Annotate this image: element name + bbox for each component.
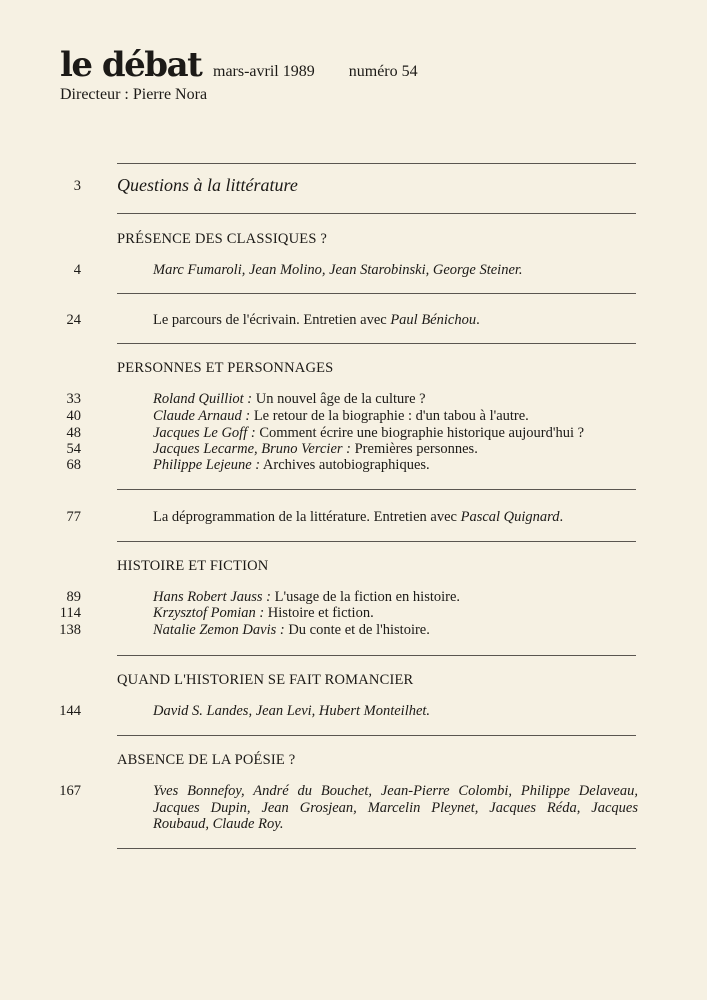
divider	[117, 735, 636, 736]
entry-authors: Marc Fumaroli, Jean Molino, Jean Starobinski, George Steiner.	[153, 262, 523, 278]
section-heading: HISTOIRE ET FICTION	[117, 558, 269, 574]
page-number: 4	[73, 262, 81, 278]
toc-entry	[153, 605, 638, 622]
page-number: 33	[66, 391, 81, 407]
toc-entry	[153, 391, 638, 408]
page-number: 114	[59, 605, 81, 621]
toc-entry	[153, 783, 638, 833]
divider	[117, 213, 636, 214]
page-number: 144	[59, 703, 81, 719]
entry-authors: Roland Quilliot :	[153, 391, 253, 407]
director-line: Directeur : Pierre Nora	[60, 86, 208, 103]
entry-text: Comment écrire une biographie historique aujourd'hui ?	[255, 425, 585, 441]
page-number: 48	[66, 425, 81, 441]
toc-entry	[153, 622, 638, 639]
page-number: 40	[66, 408, 81, 424]
entry-punct: .	[476, 312, 480, 328]
entry-text: L'usage de la fiction en histoire.	[271, 589, 461, 605]
divider	[117, 655, 636, 656]
entry-authors: Natalie Zemon Davis :	[153, 622, 285, 638]
divider	[117, 343, 636, 344]
divider	[117, 541, 636, 542]
page-number: 138	[59, 622, 81, 638]
toc-entry	[153, 457, 638, 474]
section-heading: QUAND L'HISTORIEN SE FAIT ROMANCIER	[117, 672, 414, 688]
entry-authors: David S. Landes, Jean Levi, Hubert Monteilhet.	[153, 703, 431, 719]
entry-authors: Claude Arnaud :	[153, 408, 251, 424]
entry-authors: Jacques Le Goff :	[153, 425, 256, 441]
section-heading: PERSONNES ET PERSONNAGES	[117, 360, 334, 376]
toc-entry	[153, 312, 638, 329]
divider	[117, 848, 636, 849]
page-number: 3	[73, 178, 81, 194]
entry-authors: Yves Bonnefoy, André du Bouchet, Jean-Pierre Colombi, Philippe Delaveau, Jacques Dupin, Jean Grosjean, Marcelin Pleynet, Jacques Réda, Jacques Roubaud, Claude Roy.	[153, 783, 638, 832]
entry-authors: Hans Robert Jauss :	[153, 589, 272, 605]
page-number: 89	[66, 589, 81, 605]
page-number: 68	[66, 457, 81, 473]
entry-text: Le parcours de l'écrivain. Entretien avec	[153, 312, 391, 328]
entry-authors: Paul Bénichou	[390, 312, 477, 328]
entry-text: Archives autobiographiques.	[260, 457, 430, 473]
toc-entry	[153, 509, 638, 526]
entry-text: Du conte et de l'histoire.	[284, 622, 430, 638]
page-number: 167	[59, 783, 81, 799]
entry-text: Un nouvel âge de la culture ?	[252, 391, 426, 407]
toc-entry	[153, 441, 638, 458]
journal-logo: le débat	[60, 45, 202, 85]
section-heading: PRÉSENCE DES CLASSIQUES ?	[117, 231, 328, 247]
toc-entry	[153, 408, 638, 425]
section-heading: ABSENCE DE LA POÉSIE ?	[117, 752, 296, 768]
entry-text: Histoire et fiction.	[264, 605, 374, 621]
page-number: 54	[66, 441, 81, 457]
divider	[117, 293, 636, 294]
divider	[117, 163, 636, 164]
issue-number: numéro 54	[348, 63, 418, 80]
entry-authors: Pascal Quignard	[460, 509, 560, 525]
entry-text: Premières personnes.	[350, 441, 478, 457]
entry-text: La déprogrammation de la littérature. Entretien avec	[153, 509, 461, 525]
main-title: Questions à la littérature	[117, 175, 298, 195]
toc-entry	[153, 589, 638, 606]
toc-entry	[153, 703, 638, 720]
page-number: 77	[66, 509, 81, 525]
entry-text: Le retour de la biographie : d'un tabou à l'autre.	[250, 408, 529, 424]
entry-authors: Philippe Lejeune :	[153, 457, 261, 473]
page-number: 24	[66, 312, 81, 328]
toc-entry	[153, 262, 638, 279]
issue-date: mars-avril 1989	[213, 63, 315, 80]
entry-authors: Jacques Lecarme, Bruno Vercier :	[153, 441, 351, 457]
divider	[117, 489, 636, 490]
entry-punct: .	[559, 509, 564, 525]
entry-authors: Krzysztof Pomian :	[153, 605, 265, 621]
toc-entry	[153, 425, 638, 442]
